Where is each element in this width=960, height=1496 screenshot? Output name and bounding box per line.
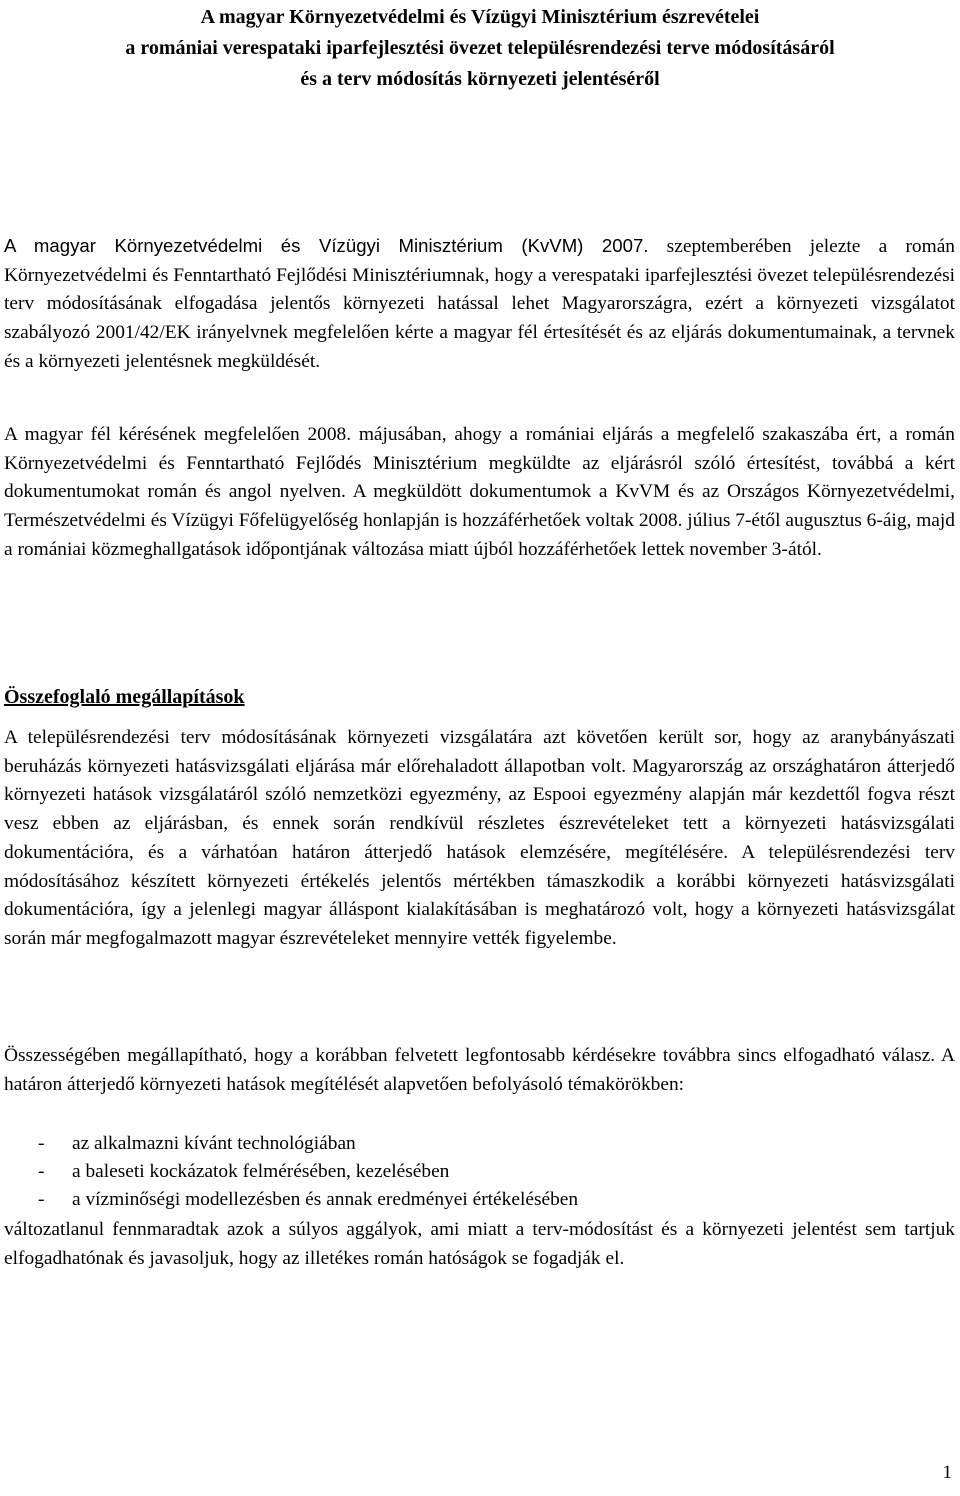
list-item-text: az alkalmazni kívánt technológiában xyxy=(72,1133,356,1154)
summary-heading: Összefoglaló megállapítások xyxy=(4,686,245,708)
list-item xyxy=(38,1158,578,1186)
list-item-text: a baleseti kockázatok felmérésében, kezelésében xyxy=(72,1161,450,1182)
list-item xyxy=(38,1130,578,1158)
summary-paragraph-2: Összességében megállapítható, hogy a korábban felvetett legfontosabb kérdésekre továbbra sincs elfogadható válasz. A határon átterjedő környezeti hatások megítélését alapvetően befolyásoló témakörökben: xyxy=(4,1045,955,1095)
list-item xyxy=(38,1186,578,1214)
list-dash: - xyxy=(38,1161,45,1182)
list-dash: - xyxy=(38,1133,45,1154)
intro-paragraph-lead: A magyar Környezetvédelmi és Vízügyi Minisztérium (KvVM) 2007. xyxy=(4,235,649,256)
document-title xyxy=(0,2,960,95)
title-line-3: és a terv módosítás környezeti jelentéséről xyxy=(300,68,660,90)
title-line-2: a romániai verespataki iparfejlesztési övezet településrendezési terve módosításáról xyxy=(125,37,835,59)
summary-paragraph-1: A településrendezési terv módosításának környezeti vizsgálatára azt követően került sor, hogy az aranybányászati beruházás környezeti hatásvizsgálati eljárása már előrehaladott állapotban volt. Magyarország az országhatáron átterjedő környezeti hatások vizsgálatáról szóló nemzetközi egyezmény, az Espooi egyezmény alapján már kezdettől fogva részt vesz ebben az eljárásban, és ennek során rendkívül részletes észrevételeket tett a környezeti hatásvizsgálati dokumentációra, és a várhatóan határon átterjedő hatások elemzésére, megítélésére. A településrendezési terv módosításához készített környezeti értékelés jelentős mértékben támaszkodik a korábbi környezeti hatásvizsgálati dokumentációra, így a jelenlegi magyar álláspont kialakításában is meghatározó volt, hogy a környezeti hatásvizsgálat során már megfogalmazott magyar észrevételeket mennyire vették figyelembe. xyxy=(4,727,955,949)
title-line-1: A magyar Környezetvédelmi és Vízügyi Minisztérium észrevételei xyxy=(200,6,760,28)
conclusion-paragraph: változatlanul fennmaradtak azok a súlyos aggályok, ami miatt a terv-módosítást és a környezeti jelentést sem tartjuk elfogadhatónak és javasoljuk, hogy az illetékes román hatóságok se fogadják el. xyxy=(4,1219,955,1269)
intro-paragraph xyxy=(4,232,955,377)
concern-list xyxy=(38,1130,578,1214)
intro-paragraph-rest: szeptemberében jelezte a román Környezetvédelmi és Fenntartható Fejlődési Minisztériumnak, hogy a verespataki iparfejlesztési övezet településrendezési terv módosításának elfogadása jelentős környezeti hatással lehet Magyarországra, ezért a környezeti vizsgálatot szabályozó 2001/42/EK irányelvnek megfelelően kérte a magyar fél értesítését és az eljárás dokumentumainak, a tervnek és a környezeti jelentésnek megküldését. xyxy=(4,236,955,372)
list-item-text: a vízminőségi modellezésben és annak eredményei értékelésében xyxy=(72,1189,579,1210)
process-paragraph: A magyar fél kérésének megfelelően 2008. májusában, ahogy a romániai eljárás a megfelelő szakaszába ért, a román Környezetvédelmi és Fenntartható Fejlődés Minisztérium megküldte az eljárásról szóló értesítést, továbbá a kért dokumentumokat román és angol nyelven. A megküldött dokumentumok a KvVM és az Országos Környezetvédelmi, Természetvédelmi és Vízügyi Főfelügyelőség honlapján is hozzáférhetőek voltak 2008. július 7-étől augusztus 6-áig, majd a romániai közmeghallgatások időpontjának változása miatt újból hozzáférhetőek lettek november 3-ától. xyxy=(4,424,955,560)
page-number: 1 xyxy=(942,1462,952,1483)
list-dash: - xyxy=(38,1189,45,1210)
